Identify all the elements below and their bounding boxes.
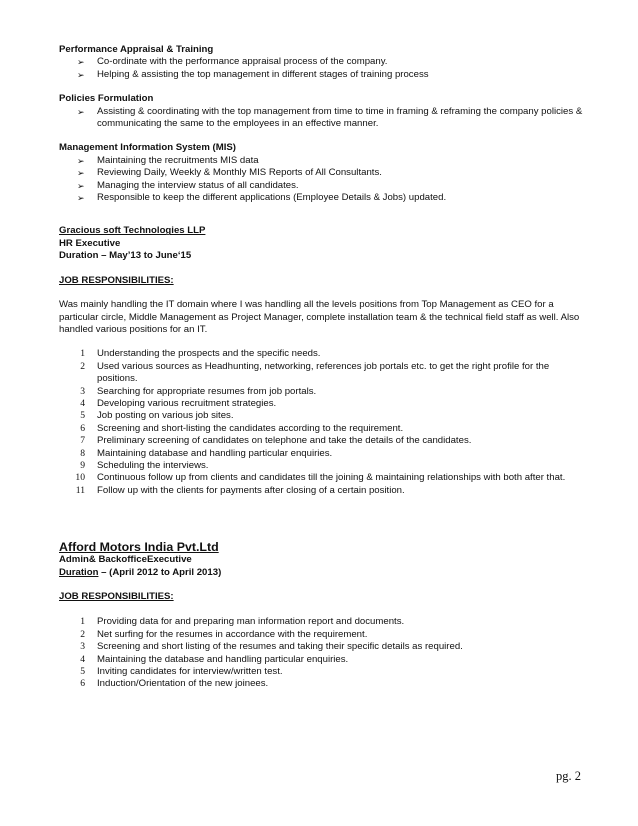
list-item: ➢ Managing the interview status of all candidates. bbox=[77, 179, 299, 191]
job-summary: Was mainly handling the IT domain where I was handling all the levels positions from Top Management as CEO for a particular circle, Middle Management as Project Manager, complete installation team & the technical field staff as well. Also handled various positions for an IT. bbox=[59, 299, 580, 335]
list-item: 7 Preliminary screening of candidates on telephone and take the details of the candidates. bbox=[80, 435, 472, 447]
company-name: Afford Motors India Pvt.Ltd bbox=[59, 540, 219, 555]
list-item: 5 Inviting candidates for interview/written test. bbox=[80, 666, 283, 678]
bullet-list bbox=[59, 56, 587, 81]
arrow-bullet-icon: ➢ bbox=[77, 180, 85, 191]
numbered-list bbox=[59, 348, 587, 497]
list-item: 6 Induction/Orientation of the new joinees. bbox=[80, 678, 269, 690]
responsibilities-heading: JOB RESPONSIBILITIES: bbox=[59, 591, 174, 602]
list-item: 2 Net surfing for the resumes in accordance with the requirement. bbox=[80, 628, 368, 640]
list-item: 9 Scheduling the interviews. bbox=[80, 459, 209, 471]
list-item: ➢ Assisting & coordinating with the top management from time to time in framing & reframing the company policies & communicating the same to the employees in an effective manner. bbox=[77, 105, 583, 130]
section-title: Policies Formulation bbox=[59, 93, 154, 105]
list-item: 1 Understanding the prospects and the specific needs. bbox=[80, 348, 321, 360]
list-item: 6 Screening and short-listing the candidates according to the requirement. bbox=[80, 422, 404, 434]
section-performance-appraisal bbox=[59, 44, 587, 81]
list-item: 3 Searching for appropriate resumes from job portals. bbox=[80, 385, 317, 397]
list-item: 3 Screening and short listing of the resumes and taking their specific details as required. bbox=[80, 641, 463, 653]
list-item: 10 Continuous follow up from clients and candidates till the joining & maintaining relationships with both after that. bbox=[75, 472, 566, 484]
list-item: 1 Providing data for and preparing man information report and documents. bbox=[80, 616, 405, 628]
arrow-bullet-icon: ➢ bbox=[77, 193, 85, 204]
list-item: 2 Used various sources as Headhunting, networking, references job portals etc. to get the right profile for the positions. bbox=[80, 360, 550, 385]
arrow-bullet-icon: ➢ bbox=[77, 106, 85, 117]
job-duration: Duration – May’13 to June‘15 bbox=[59, 250, 192, 262]
list-item: 4 Maintaining the database and handling particular enquiries. bbox=[80, 653, 349, 665]
list-item: 11 Follow up with the clients for payments after closing of a certain position. bbox=[75, 484, 405, 496]
job-gracious-soft bbox=[59, 225, 587, 497]
list-item: ➢ Helping & assisting the top management in different stages of training process bbox=[77, 68, 429, 80]
job-role: HR Executive bbox=[59, 237, 121, 249]
page-number: pg. 2 bbox=[556, 769, 581, 783]
list-item: ➢ Reviewing Daily, Weekly & Monthly MIS Reports of All Consultants. bbox=[77, 167, 382, 179]
duration-value: – (April 2012 to April 2013) bbox=[98, 566, 222, 578]
bullet-list bbox=[59, 106, 587, 131]
job-role: Admin& BackofficeExecutive bbox=[59, 554, 192, 566]
section-mis bbox=[59, 142, 587, 204]
arrow-bullet-icon: ➢ bbox=[77, 155, 85, 166]
arrow-bullet-icon: ➢ bbox=[77, 69, 85, 80]
company-name: Gracious soft Technologies LLP bbox=[59, 225, 206, 237]
bullet-list bbox=[59, 155, 587, 205]
list-item: 8 Maintaining database and handling particular enquiries. bbox=[80, 447, 333, 459]
numbered-list bbox=[59, 616, 587, 690]
list-item: ➢ Maintaining the recruitments MIS data bbox=[77, 154, 259, 166]
list-item: ➢ Responsible to keep the different applications (Employee Details & Jobs) updated. bbox=[77, 192, 447, 204]
job-duration bbox=[59, 567, 587, 579]
section-policies bbox=[59, 93, 587, 130]
list-item: 5 Job posting on various job sites. bbox=[80, 410, 234, 422]
section-title: Management Information System (MIS) bbox=[59, 142, 236, 154]
section-title: Performance Appraisal & Training bbox=[59, 44, 214, 55]
arrow-bullet-icon: ➢ bbox=[77, 168, 85, 179]
arrow-bullet-icon: ➢ bbox=[77, 57, 85, 68]
responsibilities-heading: JOB RESPONSIBILITIES: bbox=[59, 274, 174, 286]
resume-page bbox=[59, 44, 587, 691]
list-item: ➢ Co-ordinate with the performance appraisal process of the company. bbox=[77, 56, 388, 68]
list-item: 4 Developing various recruitment strategies. bbox=[80, 397, 277, 409]
duration-label: Duration bbox=[59, 566, 99, 578]
job-afford-motors bbox=[59, 540, 587, 691]
